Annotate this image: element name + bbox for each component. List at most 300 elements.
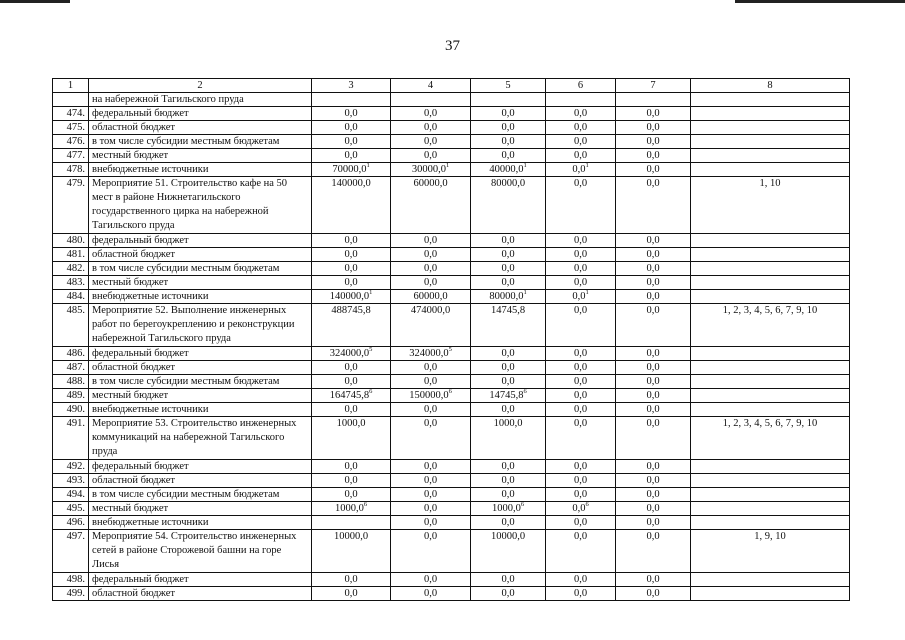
cell-value: 0,0 [344,277,358,288]
cell-value: 1000,0 [493,418,523,429]
row-name: областной бюджет [89,474,312,488]
value-cell-col7 [616,262,691,276]
value-cell-col4 [391,149,471,163]
value-cell-col7 [616,290,691,304]
row-name: Мероприятие 52. Выполнение инженерных работ по берегоукреплению и реконструкции набережной Тагильского пруда [89,304,312,347]
row-number: 495. [53,502,89,516]
value-cell-col4 [391,290,471,304]
cell-value: 0,0 [501,517,515,528]
value-cell-col7 [616,234,691,248]
value-cell-col3 [312,488,391,502]
value-cell-col5 [471,460,546,474]
value-cell-col7 [616,93,691,107]
cell-value: 0,0 [501,404,515,415]
cell-value: 0,0 [646,122,660,133]
table-row [53,375,850,389]
value-cell-col4 [391,347,471,361]
value-cell-col7 [616,135,691,149]
value-cell-col3 [312,361,391,375]
cell-value: 140000,0 [331,178,371,189]
cell-value: 0,0 [646,263,660,274]
row-name: на набережной Тагильского пруда [89,93,312,107]
cell-value: 0,0 [501,150,515,161]
table-row [53,304,850,347]
cell-value: 0,0 [572,291,586,302]
cell-value: 0,0 [646,531,660,542]
value-cell-col5 [471,177,546,234]
cell-value: 0,0 [423,489,438,500]
cell-value: 0,0 [646,291,660,302]
value-cell-col3 [312,93,391,107]
cell-value: 0,0 [573,574,588,585]
cell-value: 0,0 [501,461,515,472]
row-number: 482. [53,262,89,276]
value-cell-col3 [312,460,391,474]
value-cell-col6 [546,502,616,516]
footnote-marker: 1 [523,162,527,169]
cell-value: 0,0 [646,136,660,147]
cell-value: 0,0 [344,249,358,260]
target-indicators-cell: 1, 10 [691,177,850,234]
cell-value: 0,0 [501,249,515,260]
table-row [53,502,850,516]
cell-value: 0,0 [501,263,515,274]
value-cell-col4 [391,262,471,276]
row-name: федеральный бюджет [89,107,312,121]
row-number: 497. [53,530,89,573]
row-number: 478. [53,163,89,177]
cell-value: 164745,8 [329,390,370,401]
value-cell-col7 [616,107,691,121]
cell-value: 0,0 [423,108,438,119]
cell-value: 0,0 [573,362,588,373]
footnote-marker: 6 [523,388,527,395]
value-cell-col4 [391,361,471,375]
value-cell-col7 [616,530,691,573]
value-cell-col7 [616,389,691,403]
row-name: местный бюджет [89,389,312,403]
value-cell-col3 [312,149,391,163]
value-cell-col5 [471,262,546,276]
target-indicators-cell [691,502,850,516]
value-cell-col5 [471,135,546,149]
value-cell-col6 [546,276,616,290]
value-cell-col5 [471,347,546,361]
target-indicators-cell: 1, 9, 10 [691,530,850,573]
cell-value: 0,0 [423,249,438,260]
cell-value: 0,0 [423,136,438,147]
footnote-marker: 1 [585,162,589,169]
cell-value: 0,0 [501,362,515,373]
cell-value: 0,0 [572,503,586,514]
cell-value: 0,0 [646,404,660,415]
value-cell-col5 [471,163,546,177]
value-cell-col7 [616,361,691,375]
value-cell-col5 [471,290,546,304]
value-cell-col4 [391,573,471,587]
value-cell-col6 [546,530,616,573]
cell-value: 150000,0 [409,390,449,401]
target-indicators-cell [691,403,850,417]
value-cell-col7 [616,460,691,474]
target-indicators-cell [691,375,850,389]
footnote-marker: 6 [520,501,525,508]
value-cell-col5 [471,121,546,135]
value-cell-col4 [391,502,471,516]
row-number: 492. [53,460,89,474]
cell-value: 0,0 [573,122,588,133]
target-indicators-cell [691,474,850,488]
value-cell-col3 [312,177,391,234]
table-row [53,530,850,573]
row-name: Мероприятие 54. Строительство инженерных сетей в районе Сторожевой башни на горе Лисья [89,530,312,573]
column-header-4: 4 [391,79,471,93]
cell-value: 0,0 [573,348,588,359]
value-cell-col6 [546,347,616,361]
value-cell-col6 [546,262,616,276]
footnote-marker: 1 [369,289,373,296]
value-cell-col5 [471,149,546,163]
row-number: 479. [53,177,89,234]
cell-value: 0,0 [501,475,515,486]
value-cell-col6 [546,516,616,530]
cell-value: 1000,0 [336,418,366,429]
cell-value: 0,0 [646,376,660,387]
cell-value: 0,0 [646,475,660,486]
target-indicators-cell [691,107,850,121]
column-header-8: 8 [691,79,850,93]
target-indicators-cell [691,290,850,304]
cell-value: 0,0 [423,263,438,274]
cell-value: 10000,0 [490,531,526,542]
value-cell-col4 [391,587,471,601]
value-cell-col4 [391,375,471,389]
cell-value: 0,0 [344,150,358,161]
table-row [53,587,850,601]
value-cell-col7 [616,121,691,135]
table-row [53,248,850,262]
value-cell-col5 [471,573,546,587]
cell-value: 0,0 [572,164,586,175]
cell-value: 0,0 [501,108,515,119]
cell-value: 0,0 [344,404,358,415]
target-indicators-cell [691,262,850,276]
value-cell-col5 [471,375,546,389]
cell-value: 0,0 [501,136,515,147]
cell-value: 1000,0 [491,503,521,514]
footnote-marker: 5 [448,346,452,353]
footnote-marker: 1 [523,289,527,296]
row-name: внебюджетные источники [89,516,312,530]
value-cell-col7 [616,516,691,530]
cell-value: 0,0 [501,348,515,359]
value-cell-col3 [312,248,391,262]
value-cell-col3 [312,290,391,304]
value-cell-col5 [471,516,546,530]
table-row [53,417,850,460]
target-indicators-cell [691,573,850,587]
row-number: 477. [53,149,89,163]
value-cell-col7 [616,304,691,347]
row-number: 488. [53,375,89,389]
value-cell-col7 [616,276,691,290]
value-cell-col5 [471,304,546,347]
value-cell-col3 [312,474,391,488]
value-cell-col7 [616,587,691,601]
table-row [53,135,850,149]
cell-value: 0,0 [573,418,588,429]
value-cell-col4 [391,234,471,248]
value-cell-col4 [391,121,471,135]
table-body [53,93,850,601]
table-row [53,234,850,248]
cell-value: 0,0 [573,108,588,119]
table-row [53,177,850,234]
value-cell-col6 [546,177,616,234]
cell-value: 140000,0 [329,291,370,302]
row-number: 494. [53,488,89,502]
cell-value: 0,0 [573,531,588,542]
target-indicators-cell [691,587,850,601]
row-number: 487. [53,361,89,375]
value-cell-col4 [391,389,471,403]
value-cell-col3 [312,417,391,460]
value-cell-col5 [471,474,546,488]
cell-value: 0,0 [423,376,438,387]
value-cell-col3 [312,530,391,573]
cell-value: 0,0 [423,277,438,288]
cell-value: 0,0 [573,235,588,246]
footnote-marker: 6 [363,501,368,508]
target-indicators-cell [691,488,850,502]
cell-value: 70000,0 [332,164,367,175]
target-indicators-cell [691,163,850,177]
table-header-row [53,79,850,93]
target-indicators-cell [691,460,850,474]
value-cell-col4 [391,516,471,530]
row-number: 480. [53,234,89,248]
cell-value: 0,0 [423,362,438,373]
value-cell-col6 [546,304,616,347]
row-name: в том числе субсидии местным бюджетам [89,135,312,149]
target-indicators-cell [691,516,850,530]
value-cell-col3 [312,135,391,149]
cell-value: 0,0 [573,305,588,316]
row-number: 475. [53,121,89,135]
row-name: в том числе субсидии местным бюджетам [89,262,312,276]
cell-value: 0,0 [646,390,660,401]
cell-value: 0,0 [501,277,515,288]
row-name: местный бюджет [89,276,312,290]
cell-value: 0,0 [646,348,660,359]
cell-value: 0,0 [423,531,438,542]
cell-value: 0,0 [423,588,438,599]
scan-edge-mark-left [0,0,70,3]
value-cell-col4 [391,276,471,290]
cell-value: 0,0 [646,461,660,472]
cell-value: 0,0 [344,475,358,486]
table-row [53,389,850,403]
footnote-marker: 1 [366,162,370,169]
value-cell-col5 [471,248,546,262]
cell-value: 0,0 [646,108,660,119]
row-name: областной бюджет [89,587,312,601]
footnote-marker: 1 [585,289,589,296]
value-cell-col5 [471,93,546,107]
cell-value: 324000,0 [329,348,370,359]
cell-value: 0,0 [573,150,588,161]
cell-value: 60000,0 [413,291,448,302]
value-cell-col3 [312,163,391,177]
target-indicators-cell: 1, 2, 3, 4, 5, 6, 7, 9, 10 [691,417,850,460]
row-number: 493. [53,474,89,488]
value-cell-col3 [312,234,391,248]
table-row [53,460,850,474]
value-cell-col6 [546,460,616,474]
cell-value: 0,0 [423,235,438,246]
column-header-2: 2 [89,79,312,93]
table-row [53,403,850,417]
cell-value: 0,0 [573,390,588,401]
value-cell-col5 [471,530,546,573]
cell-value: 60000,0 [413,178,448,189]
value-cell-col3 [312,107,391,121]
row-number: 489. [53,389,89,403]
cell-value: 0,0 [501,574,515,585]
row-name: в том числе субсидии местным бюджетам [89,375,312,389]
cell-value: 0,0 [344,489,358,500]
value-cell-col6 [546,389,616,403]
target-indicators-cell [691,248,850,262]
footnote-marker: 6 [369,388,373,395]
value-cell-col7 [616,573,691,587]
cell-value: 0,0 [501,588,515,599]
cell-value: 0,0 [423,404,438,415]
value-cell-col6 [546,93,616,107]
value-cell-col5 [471,107,546,121]
row-name: местный бюджет [89,502,312,516]
row-name: в том числе субсидии местным бюджетам [89,488,312,502]
value-cell-col6 [546,573,616,587]
cell-value: 0,0 [573,404,588,415]
cell-value: 0,0 [344,122,358,133]
cell-value: 0,0 [344,574,358,585]
value-cell-col3 [312,587,391,601]
cell-value: 0,0 [646,574,660,585]
value-cell-col7 [616,248,691,262]
value-cell-col4 [391,248,471,262]
value-cell-col4 [391,107,471,121]
row-number: 474. [53,107,89,121]
value-cell-col6 [546,163,616,177]
cell-value: 0,0 [423,122,438,133]
row-name: внебюджетные источники [89,290,312,304]
cell-value: 0,0 [573,376,588,387]
value-cell-col4 [391,304,471,347]
row-name: федеральный бюджет [89,573,312,587]
cell-value: 474000,0 [410,305,451,316]
value-cell-col7 [616,403,691,417]
cell-value: 0,0 [423,461,438,472]
row-number: 483. [53,276,89,290]
value-cell-col3 [312,121,391,135]
value-cell-col6 [546,474,616,488]
value-cell-col5 [471,502,546,516]
row-name: федеральный бюджет [89,234,312,248]
cell-value: 0,0 [501,122,515,133]
target-indicators-cell [691,276,850,290]
cell-value: 0,0 [501,235,515,246]
row-name: областной бюджет [89,248,312,262]
cell-value: 0,0 [646,503,660,514]
value-cell-col6 [546,149,616,163]
cell-value: 80000,0 [489,291,524,302]
value-cell-col6 [546,290,616,304]
value-cell-col6 [546,375,616,389]
table-row [53,290,850,304]
value-cell-col6 [546,234,616,248]
column-header-6: 6 [546,79,616,93]
cell-value: 1000,0 [334,503,364,514]
row-name: местный бюджет [89,149,312,163]
target-indicators-cell [691,361,850,375]
cell-value: 0,0 [646,249,660,260]
target-indicators-cell [691,121,850,135]
cell-value: 0,0 [573,517,588,528]
cell-value: 0,0 [646,164,660,175]
value-cell-col3 [312,403,391,417]
cell-value: 0,0 [573,489,588,500]
cell-value: 488745,8 [331,305,371,316]
value-cell-col7 [616,417,691,460]
cell-value: 0,0 [573,277,588,288]
value-cell-col6 [546,107,616,121]
cell-value: 324000,0 [409,348,449,359]
cell-value: 0,0 [344,588,358,599]
value-cell-col4 [391,530,471,573]
cell-value: 0,0 [573,461,588,472]
value-cell-col5 [471,234,546,248]
cell-value: 0,0 [344,263,358,274]
value-cell-col6 [546,403,616,417]
cell-value: 0,0 [646,305,660,316]
cell-value: 0,0 [573,178,588,189]
value-cell-col3 [312,389,391,403]
value-cell-col4 [391,474,471,488]
column-header-1: 1 [53,79,89,93]
cell-value: 0,0 [344,461,358,472]
cell-value: 40000,0 [489,164,524,175]
cell-value: 0,0 [573,263,588,274]
value-cell-col4 [391,177,471,234]
value-cell-col3 [312,304,391,347]
target-indicators-cell [691,234,850,248]
value-cell-col4 [391,163,471,177]
cell-value: 80000,0 [490,178,526,189]
cell-value: 14745,8 [490,305,526,316]
cell-value: 0,0 [646,588,660,599]
value-cell-col6 [546,248,616,262]
table-row [53,262,850,276]
cell-value: 0,0 [646,235,660,246]
table-row [53,276,850,290]
value-cell-col7 [616,347,691,361]
footnote-marker: 5 [369,346,373,353]
cell-value: 0,0 [344,376,358,387]
value-cell-col6 [546,587,616,601]
cell-value: 0,0 [646,362,660,373]
value-cell-col5 [471,361,546,375]
